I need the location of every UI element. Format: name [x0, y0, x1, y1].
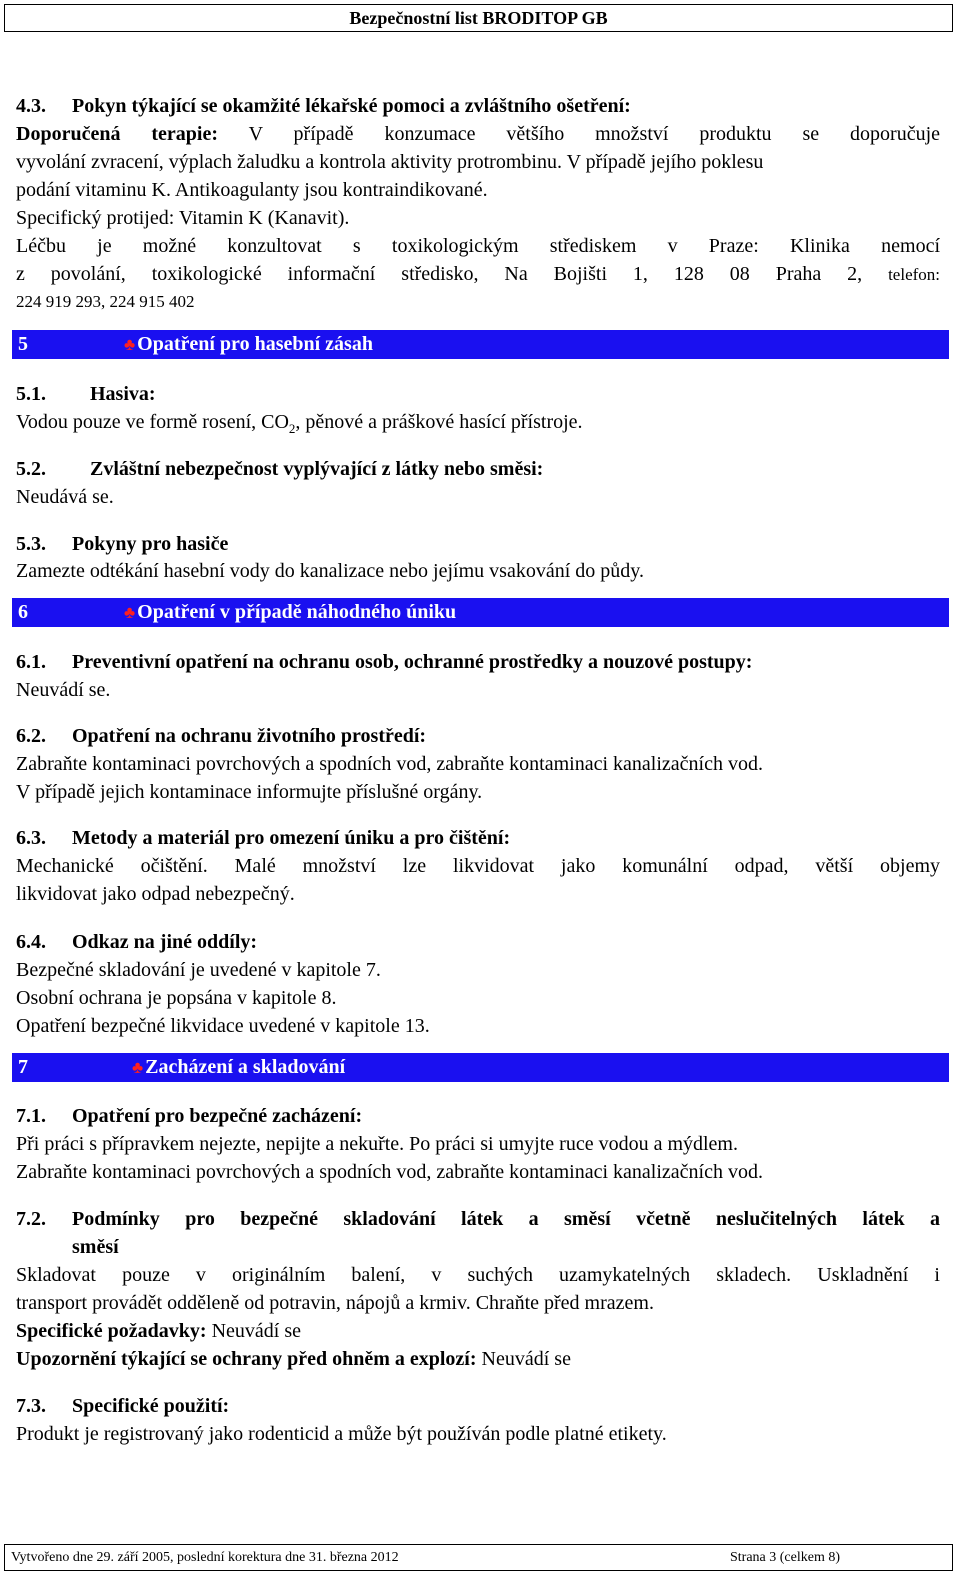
environment-line-2: V případě jejich kontaminace informujte příslušné orgány.	[16, 781, 483, 803]
therapy-line-2: vyvolání zvracení, výplach žaludku a kontrola aktivity protrombinu. V případě jejího poklesu	[16, 151, 764, 173]
environment-line-1: Zabraňte kontaminaci povrchových a spodních vod, zabraňte kontaminaci kanalizačních vod.	[16, 753, 763, 775]
consultation-line-1: Léčbu je možné konzultovat s toxikologickým střediskem v Praze: Klinika nemocí	[16, 235, 940, 257]
reference-line-3: Opatření bezpečné likvidace uvedené v kapitole 13.	[16, 1015, 430, 1037]
firefighter-advice-text: Zamezte odtékání hasební vody do kanalizace nebo jejímu vsakování do půdy.	[16, 560, 644, 582]
subsection-7-3-heading: 7.3. Specifické použití:	[16, 1395, 230, 1417]
document-title: Bezpečnostní list BRODITOP GB	[349, 8, 608, 28]
subsection-6-3-heading: 6.3. Metody a materiál pro omezení úniku a pro čištění:	[16, 827, 511, 849]
specific-requirements: Specifické požadavky: Neuvádí se	[16, 1320, 301, 1342]
storage-line-1: Skladovat pouze v originálním balení, v suchých uzamykatelných skladech. Uskladnění i	[16, 1264, 940, 1286]
section-7-number: 7	[18, 1056, 28, 1078]
precautions-text: Neuvádí se.	[16, 679, 111, 701]
club-icon: ♣	[124, 603, 136, 622]
subsection-6-2-heading: 6.2. Opatření na ochranu životního prostředí:	[16, 725, 427, 747]
subsection-6-4-heading: 6.4. Odkaz na jiné oddíly:	[16, 931, 258, 953]
subsection-5-3-heading: 5.3. Pokyny pro hasiče	[16, 533, 229, 555]
document-header	[4, 4, 953, 32]
reference-line-1: Bezpečné skladování je uvedené v kapitole 7.	[16, 959, 381, 981]
reference-line-2: Osobní ochrana je popsána v kapitole 8.	[16, 987, 337, 1009]
revision-info: Vytvořeno dne 29. září 2005, poslední korektura dne 31. března 2012	[11, 1550, 399, 1565]
section-5-title: Opatření pro hasební zásah	[137, 333, 373, 355]
subsection-5-1-heading: 5.1. Hasiva:	[16, 383, 156, 405]
antidote-line: Specifický protijed: Vitamin K (Kanavit).	[16, 207, 350, 229]
document-footer	[4, 1544, 953, 1571]
phone-numbers: 224 919 293, 224 915 402	[16, 292, 195, 311]
handling-line-2: Zabraňte kontaminaci povrchových a spodních vod, zabraňte kontaminaci kanalizačních vod.	[16, 1161, 763, 1183]
section-5-number: 5	[18, 333, 28, 355]
cleanup-line-2: likvidovat jako odpad nebezpečný.	[16, 883, 295, 905]
section-6-title: Opatření v případě náhodného úniku	[137, 601, 457, 623]
section-7-title: Zacházení a skladování	[145, 1056, 346, 1078]
specific-use-text: Produkt je registrovaný jako rodenticid a může být používán podle platné etikety.	[16, 1423, 667, 1445]
club-icon: ♣	[124, 335, 136, 354]
subsection-4-3-heading: 4.3. Pokyn týkající se okamžité lékařské pomoci a zvláštního ošetření:	[16, 95, 631, 117]
therapy-line-1: Doporučená terapie: V případě konzumace většího množství produktu se doporučuje	[16, 123, 941, 145]
handling-line-1: Při práci s přípravkem nejezte, nepijte a nekuřte. Po práci si umyjte ruce vodou a mýdlem.	[16, 1133, 738, 1155]
section-5-bar	[12, 330, 949, 359]
cleanup-line-1: Mechanické očištění. Malé množství lze likvidovat jako komunální odpad, větší objemy	[16, 855, 940, 877]
consultation-line-2: z povolání, toxikologické informační středisko, Na Bojišti 1, 128 08 Praha 2, telefon:	[16, 263, 940, 285]
fire-protection-note: Upozornění týkající se ochrany před ohněm a explozí: Neuvádí se	[16, 1348, 571, 1370]
storage-line-2: transport provádět odděleně od potravin, nápojů a krmiv. Chraňte před mrazem.	[16, 1292, 654, 1314]
section-6-number: 6	[18, 601, 28, 623]
extinguishing-media-text: Vodou pouze ve formě rosení, $CO_2$, pěnové a práškové hasící přístroje.	[16, 411, 583, 436]
subsection-7-1-heading: 7.1. Opatření pro bezpečné zacházení:	[16, 1105, 363, 1127]
section-7-bar	[12, 1053, 949, 1082]
special-hazards-text: Neudává se.	[16, 486, 114, 508]
subsection-7-2-heading-cont: směsí	[72, 1236, 119, 1258]
club-icon: ♣	[132, 1058, 144, 1077]
subsection-7-2-heading: 7.2. Podmínky pro bezpečné skladování látek a směsí včetně neslučitelných látek a	[16, 1208, 940, 1230]
therapy-line-3: podání vitaminu K. Antikoagulanty jsou kontraindikované.	[16, 179, 488, 201]
subsection-6-1-heading: 6.1. Preventivní opatření na ochranu osob, ochranné prostředky a nouzové postupy:	[16, 651, 753, 673]
subsection-5-2-heading: 5.2. Zvláštní nebezpečnost vyplývající z látky nebo směsi:	[16, 458, 544, 480]
section-6-bar	[12, 598, 949, 627]
page-number: Strana 3 (celkem 8)	[729, 1550, 840, 1565]
